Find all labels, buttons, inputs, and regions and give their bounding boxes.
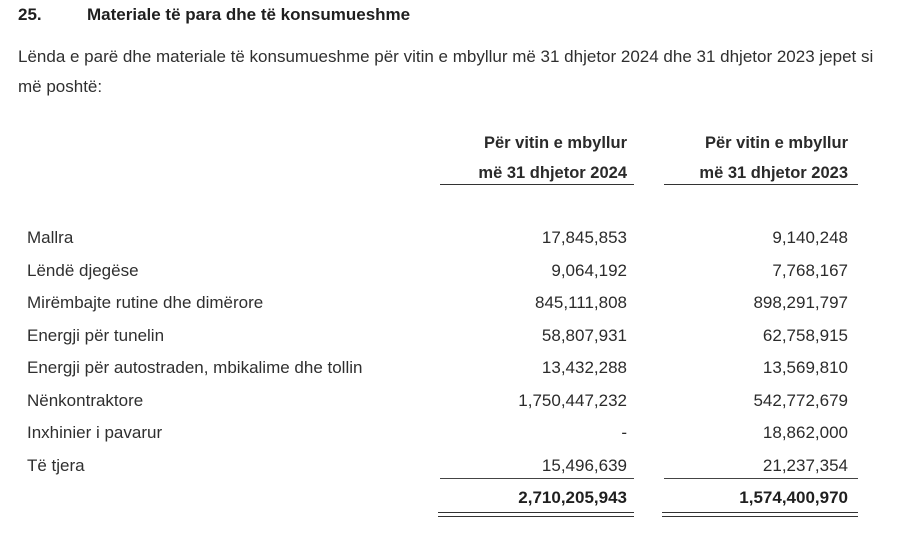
value-2023: 62,758,915 <box>762 325 848 345</box>
column-header-line2: më 31 dhjetor 2023 <box>699 164 848 182</box>
value-2023: 898,291,797 <box>753 293 848 312</box>
table-row <box>0 385 923 418</box>
row-label: Mirëmbajte rutine dhe dimërore <box>27 293 264 312</box>
value-2024: 15,496,639 <box>541 455 627 475</box>
column-header-2024 <box>432 128 627 188</box>
table-body <box>0 222 923 482</box>
column-header-2023 <box>653 128 848 188</box>
row-label: Lëndë djegëse <box>27 260 139 280</box>
value-2023: 542,772,679 <box>753 390 848 410</box>
table-row <box>0 417 923 450</box>
row-label: Energji për autostraden, mbikalime dhe tollin <box>27 358 363 377</box>
total-double-underline-2023 <box>662 512 858 517</box>
column-header-line2: më 31 dhjetor 2024 <box>478 164 627 182</box>
table-row <box>0 320 923 353</box>
total-double-underline-2024 <box>438 512 634 517</box>
value-2023: 18,862,000 <box>762 423 848 442</box>
value-2024: 9,064,192 <box>551 260 627 280</box>
row-label: Të tjera <box>27 455 85 475</box>
value-2024: 1,750,447,232 <box>518 390 627 410</box>
table-row <box>0 222 923 255</box>
table-row <box>0 352 923 385</box>
value-2023: 21,237,354 <box>762 455 848 475</box>
value-2023: 9,140,248 <box>772 228 848 247</box>
header-underline-2023 <box>664 184 858 185</box>
value-2024: 13,432,288 <box>541 358 627 377</box>
value-2024: 17,845,853 <box>541 228 627 247</box>
section-title: Materiale të para dhe të konsumueshme <box>87 5 411 24</box>
value-2024: - <box>621 423 627 442</box>
total-2024: 2,710,205,943 <box>518 488 627 507</box>
column-header-line1: Për vitin e mbyllur <box>704 134 848 152</box>
subtotal-rule-2024 <box>440 478 634 479</box>
row-label: Energji për tunelin <box>27 325 165 345</box>
row-label: Inxhinier i pavarur <box>27 423 163 442</box>
value-2023: 7,768,167 <box>772 260 848 280</box>
section-number: 25. <box>18 5 42 24</box>
row-label: Nënkontraktore <box>27 390 144 410</box>
table-row <box>0 255 923 288</box>
intro-paragraph: Lënda e parë dhe materiale të konsumueshme për vitin e mbyllur më 31 dhjetor 2024 dhe 31 dhjetor 2023 jepet si më poshtë: <box>18 47 874 96</box>
value-2024: 845,111,808 <box>534 293 627 312</box>
column-header-line1: Për vitin e mbyllur <box>483 134 627 152</box>
subtotal-rule-2023 <box>664 478 858 479</box>
table-row <box>0 287 923 320</box>
header-underline-2024 <box>440 184 634 185</box>
value-2024: 58,807,931 <box>541 325 627 345</box>
total-2023: 1,574,400,970 <box>739 488 848 507</box>
row-label: Mallra <box>27 228 74 247</box>
value-2023: 13,569,810 <box>762 358 848 377</box>
